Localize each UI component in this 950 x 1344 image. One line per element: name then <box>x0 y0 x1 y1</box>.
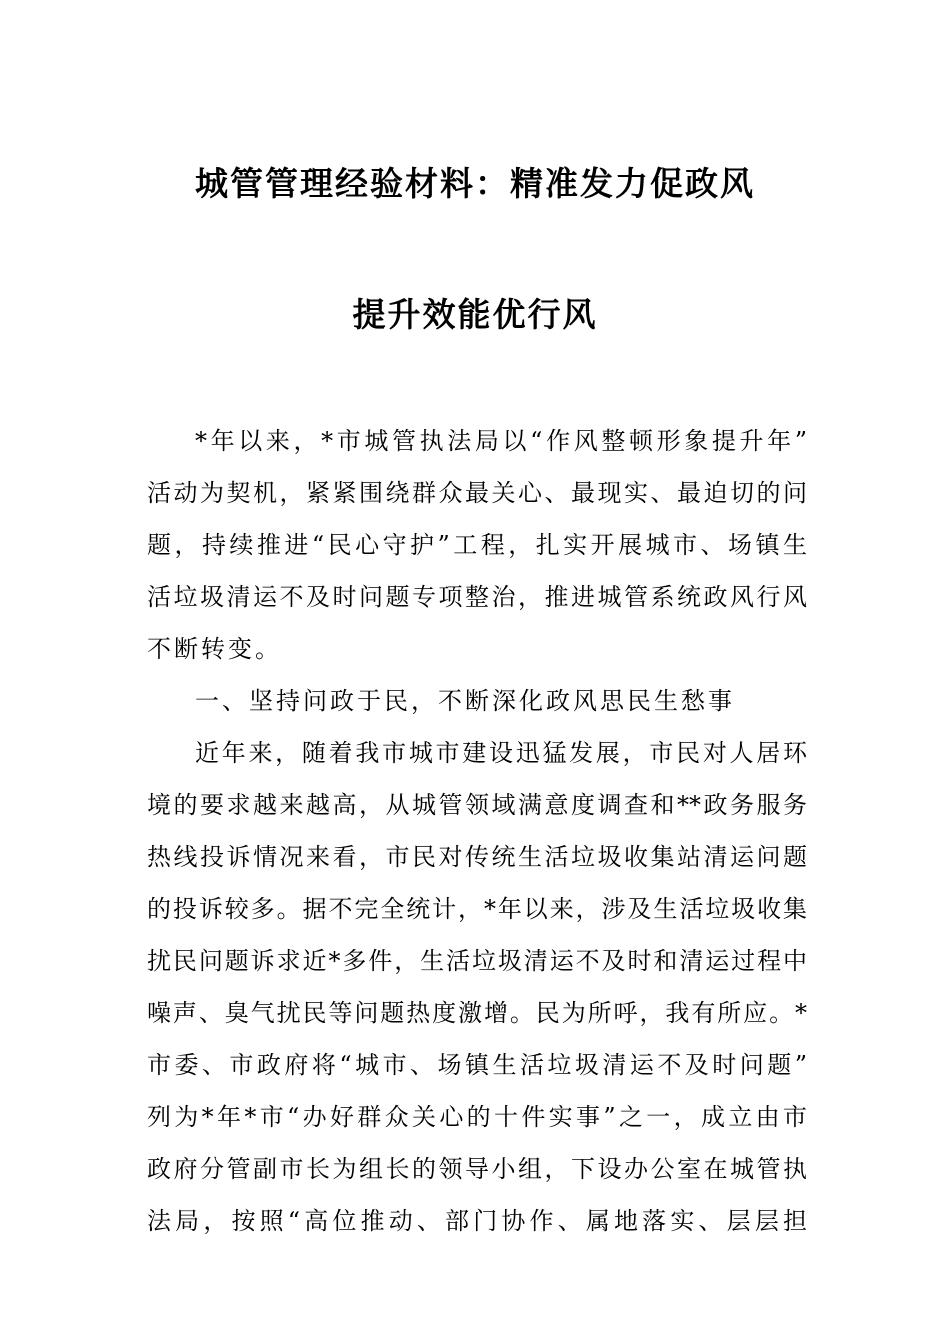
document-title-line-2: 提升效能优行风 <box>352 295 598 334</box>
paragraph-1-line-4: 活垃圾清运不及时问题专项整治，推进城管系统政风行风 <box>147 583 807 611</box>
paragraph-2-line-4: 的投诉较多。据不完全统计，*年以来，涉及生活垃圾收集 <box>147 895 807 923</box>
paragraph-2-line-1: 近年来，随着我市城市建设迅猛发展，市民对人居环 <box>195 739 807 767</box>
paragraph-1-line-5: 不断转变。 <box>147 635 282 663</box>
paragraph-1-line-2: 活动为契机，紧紧围绕群众最关心、最现实、最迫切的问 <box>147 479 807 507</box>
paragraph-2-line-6: 噪声、臭气扰民等问题热度激增。民为所呼，我有所应。* <box>147 999 807 1027</box>
paragraph-2-line-3: 热线投诉情况来看，市民对传统生活垃圾收集站清运问题 <box>147 843 807 871</box>
paragraph-2-line-2: 境的要求越来越高，从城管领域满意度调查和**政务服务 <box>147 791 807 819</box>
section-heading-1: 一、坚持问政于民，不断深化政风思民生愁事 <box>195 687 735 715</box>
paragraph-1-line-1: *年以来，*市城管执法局以“作风整顿形象提升年” <box>195 427 807 455</box>
paragraph-2-line-8: 列为*年*市“办好群众关心的十件实事”之一，成立由市 <box>147 1103 807 1131</box>
document-title-line-1: 城管管理经验材料：精准发力促政风 <box>195 164 755 203</box>
paragraph-2-line-5: 扰民问题诉求近*多件，生活垃圾清运不及时和清运过程中 <box>147 947 807 975</box>
paragraph-2-line-9: 政府分管副市长为组长的领导小组，下设办公室在城管执 <box>147 1155 807 1183</box>
paragraph-2-line-7: 市委、市政府将“城市、场镇生活垃圾清运不及时问题” <box>147 1051 807 1079</box>
paragraph-2-line-10: 法局，按照“高位推动、部门协作、属地落实、层层担 <box>147 1207 807 1235</box>
paragraph-1-line-3: 题，持续推进“民心守护”工程，扎实开展城市、场镇生 <box>147 531 807 559</box>
